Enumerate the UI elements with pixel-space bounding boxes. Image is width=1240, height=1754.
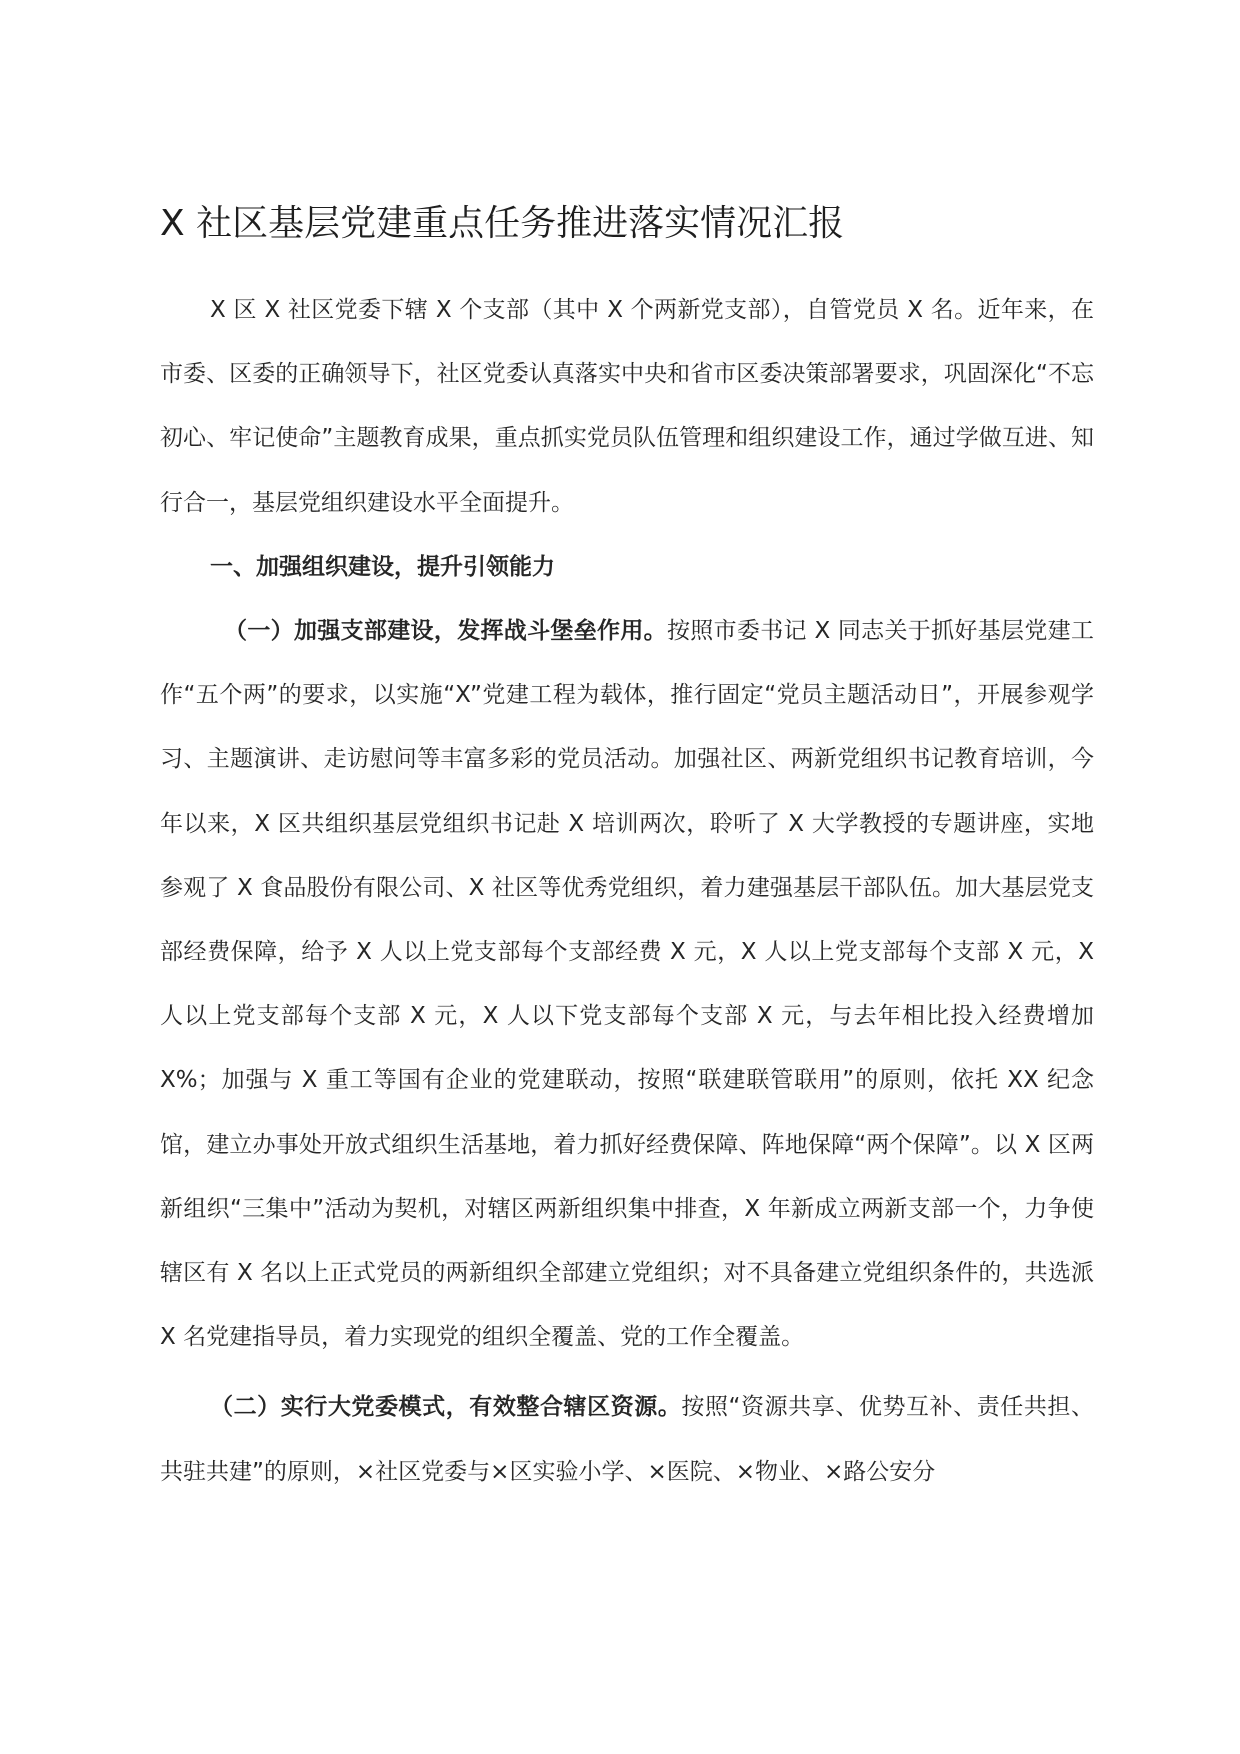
item-2-paragraph <box>160 1375 1094 1503</box>
item-1-paragraph <box>160 599 1094 1369</box>
intro-paragraph: X 区 X 社区党委下辖 X 个支部（其中 X 个两新党支部），自管党员 X 名。近年来，在市委、区委的正确领导下，社区党委认真落实中央和省市区委决策部署要求，巩固深化“不忘初心、牢记使命”主题教育成果，重点抓实党员队伍管理和组织建设工作，通过学做互进、知行合一，基层党组织建设水平全面提升。 <box>160 297 1094 516</box>
document-title: X 社区基层党建重点任务推进落实情况汇报 <box>160 203 845 244</box>
item-2-lead: （二）实行大党委模式，有效整合辖区资源。 <box>210 1394 682 1421</box>
section-heading-1: 一、加强组织建设，提升引领能力 <box>210 553 555 580</box>
item-2-text: 按照“资源共享、优势互补、责任共担、共驻共建”的原则，×社区党委与×区实验小学、×医院、×物业、×路公安分 <box>160 1394 1095 1485</box>
item-1-text: 按照市委书记 X 同志关于抓好基层党建工作“五个两”的要求，以实施“X”党建工程为载体，推行固定“党员主题活动日”，开展参观学习、主题演讲、走访慰问等丰富多彩的党员活动。加强社区、两新党组织书记教育培训，今年以来，X 区共组织基层党组织书记赴 X 培训两次，聆听了 X 大学教授的专题讲座，实地参观了 X 食品股份有限公司、X 社区等优秀党组织，着力建强基层干部队伍。加大基层党支部经费保障，给予 X 人以上党支部每个支部经费 X 元，X 人以上党支部每个支部 X 元，X 人以上党支部每个支部 X 元，X 人以下党支部每个支部 X 元，与去年相比投入经费增加 X%；加强与 X 重工等国有企业的党建联动，按照“联建联管联用”的原则，依托 XX 纪念馆，建立办事处开放式组织生活基地，着力抓好经费保障、阵地保障“两个保障”。以 X 区两新组织“三集中”活动为契机，对辖区两新组织集中排查，X 年新成立两新支部一个，力争使辖区有 X 名以上正式党员的两新组织全部建立党组织；对不具备建立党组织条件的，共选派 X 名党建指导员，着力实现党的组织全覆盖、党的工作全覆盖。 <box>160 618 1094 1351</box>
item-1-lead: （一）加强支部建设，发挥战斗堡垒作用。 <box>224 618 667 645</box>
document-body <box>160 278 1094 1504</box>
